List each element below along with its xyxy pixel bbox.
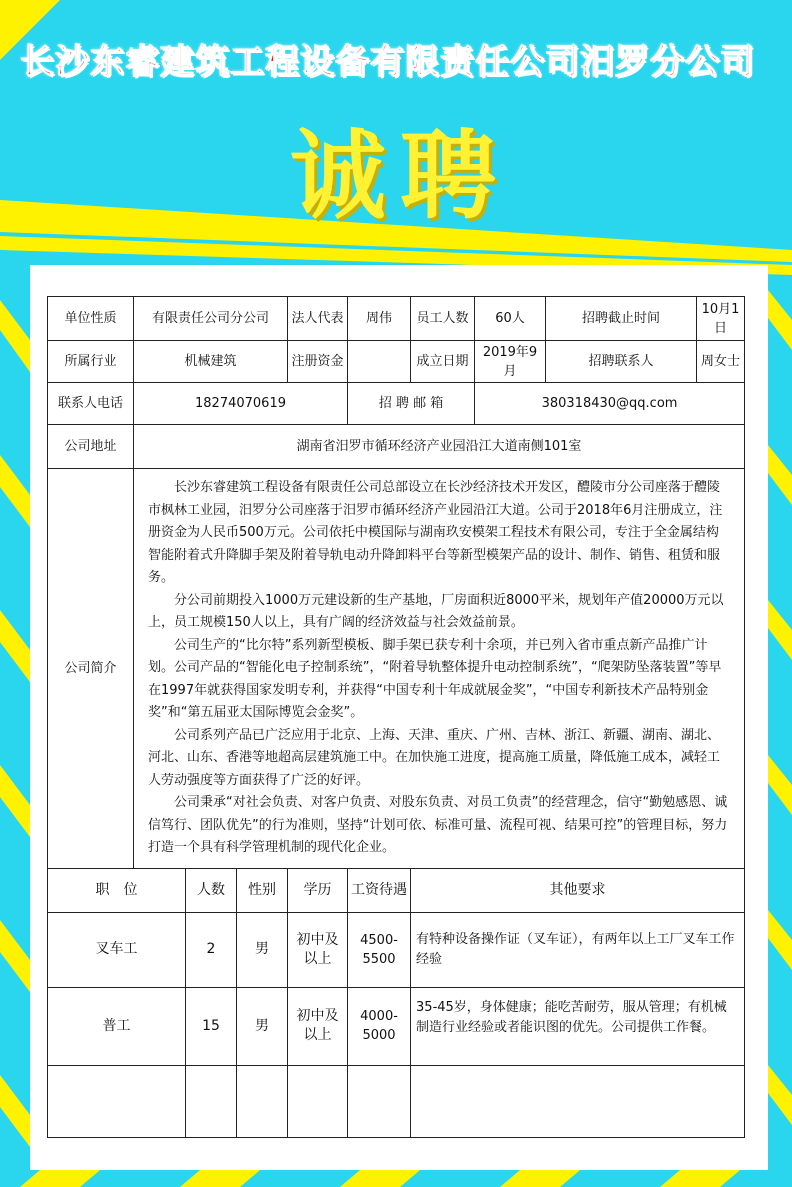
info-row xyxy=(48,383,745,425)
job-education: 初中及以上 xyxy=(288,912,348,987)
job-gender: 男 xyxy=(237,912,288,987)
empty-cell xyxy=(48,1065,186,1137)
industry-label: 所属行业 xyxy=(48,341,134,383)
founded-value: 2019年9月 xyxy=(475,341,546,383)
col-header-salary: 工资待遇 xyxy=(348,868,411,912)
deadline-value: 10月1日 xyxy=(697,297,745,341)
job-requirements: 35-45岁，身体健康；能吃苦耐劳，服从管理；有机械制造行业经验或者能识图的优先。公司提供工作餐。 xyxy=(411,987,745,1065)
job-row xyxy=(48,987,745,1065)
email-value: 380318430@qq.com xyxy=(475,383,745,425)
job-position: 叉车工 xyxy=(48,912,186,987)
jobs-header-row xyxy=(48,868,745,912)
phone-value: 18274070619 xyxy=(134,383,348,425)
empty-cell xyxy=(348,1065,411,1137)
founded-label: 成立日期 xyxy=(411,341,475,383)
col-header-position: 职 位 xyxy=(48,868,186,912)
job-count: 2 xyxy=(186,912,237,987)
intro-paragraph: 公司秉承“对社会负责、对客户负责、对股东负责、对员工负责”的经营理念，信守“勤勉感恩、诚信笃行、团队优先”的行为准则，坚持“计划可依、标准可量、流程可视、结果可控”的管理目标，努力打造一个具有科学管理机制的现代化企业。 xyxy=(148,795,728,855)
unit-nature-value: 有限责任公司分公司 xyxy=(134,297,288,341)
intro-paragraph: 长沙东睿建筑工程设备有限责任公司总部设立在长沙经济技术开发区，醴陵市分公司座落于醴陵市枫林工业园，汨罗分公司座落于汨罗市循环经济产业园沿江大道。公司于2018年6月注册成立，注册资金为人民币500万元。公司依托中模国际与湖南玖安模架工程技术有限公司，专注于全金属结构智能附着式升降脚手架及附着导轨电动升降卸料平台等新型模架产品的设计、制作、销售、租赁和服务。 xyxy=(148,480,723,585)
col-header-count: 人数 xyxy=(186,868,237,912)
job-count: 15 xyxy=(186,987,237,1065)
job-position: 普工 xyxy=(48,987,186,1065)
company-intro xyxy=(134,469,745,869)
address-label: 公司地址 xyxy=(48,425,134,469)
contact-label: 招聘联系人 xyxy=(546,341,697,383)
staff-label: 员工人数 xyxy=(411,297,475,341)
job-requirements: 有特种设备操作证（叉车证），有两年以上工厂叉车工作经验 xyxy=(411,912,745,987)
col-header-education: 学历 xyxy=(288,868,348,912)
info-row xyxy=(48,297,745,341)
empty-cell xyxy=(237,1065,288,1137)
unit-nature-label: 单位性质 xyxy=(48,297,134,341)
job-salary: 4500-5500 xyxy=(348,912,411,987)
staff-value: 60人 xyxy=(475,297,546,341)
job-education: 初中及以上 xyxy=(288,987,348,1065)
address-value: 湖南省汨罗市循环经济产业园沿江大道南侧101室 xyxy=(134,425,745,469)
col-header-requirements: 其他要求 xyxy=(411,868,745,912)
company-info-table xyxy=(47,296,745,1138)
company-name-title: 长沙东睿建筑工程设备有限责任公司汨罗分公司 xyxy=(20,42,755,82)
legal-rep-label: 法人代表 xyxy=(288,297,348,341)
empty-cell xyxy=(411,1065,745,1137)
info-row xyxy=(48,425,745,469)
capital-value xyxy=(348,341,411,383)
intro-label: 公司简介 xyxy=(48,469,134,869)
contact-value: 周女士 xyxy=(697,341,745,383)
intro-paragraph: 分公司前期投入1000万元建设新的生产基地，厂房面积近8000平米，规划年产值20000万元以上，员工规模150人以上，具有广阔的经济效益与社会效益前景。 xyxy=(148,592,724,630)
industry-value: 机械建筑 xyxy=(134,341,288,383)
empty-cell xyxy=(288,1065,348,1137)
intro-paragraph: 公司系列产品已广泛应用于北京、上海、天津、重庆、广州、吉林、浙江、新疆、湖南、湖北、河北、山东、香港等地超高层建筑施工中。在加快施工进度，提高施工质量，降低施工成本，减轻工人劳动强度等方面获得了广泛的好评。 xyxy=(148,727,721,788)
legal-rep-value: 周伟 xyxy=(348,297,411,341)
job-salary: 4000-5000 xyxy=(348,987,411,1065)
capital-label: 注册资金 xyxy=(288,341,348,383)
job-row-empty xyxy=(48,1065,745,1137)
empty-cell xyxy=(186,1065,237,1137)
phone-label: 联系人电话 xyxy=(48,383,134,425)
email-label: 招 聘 邮 箱 xyxy=(348,383,475,425)
intro-paragraph: 公司生产的“比尔特”系列新型模板、脚手架已获专利十余项，并已列入省市重点新产品推广计划。公司产品的“智能化电子控制系统”，“附着导轨整体提升电动控制系统”，“爬架防坠落装置”等早在1997年就获得国家发明专利，并获得“中国专利十年成就展金奖”，“中国专利新技术产品特别金奖”和“第五届亚太国际博览会金奖”。 xyxy=(148,637,722,720)
deadline-label: 招聘截止时间 xyxy=(546,297,697,341)
job-row xyxy=(48,912,745,987)
info-row xyxy=(48,341,745,383)
col-header-gender: 性别 xyxy=(237,868,288,912)
intro-row xyxy=(48,469,745,869)
job-gender: 男 xyxy=(237,987,288,1065)
hiring-title: 诚聘 xyxy=(290,120,510,232)
